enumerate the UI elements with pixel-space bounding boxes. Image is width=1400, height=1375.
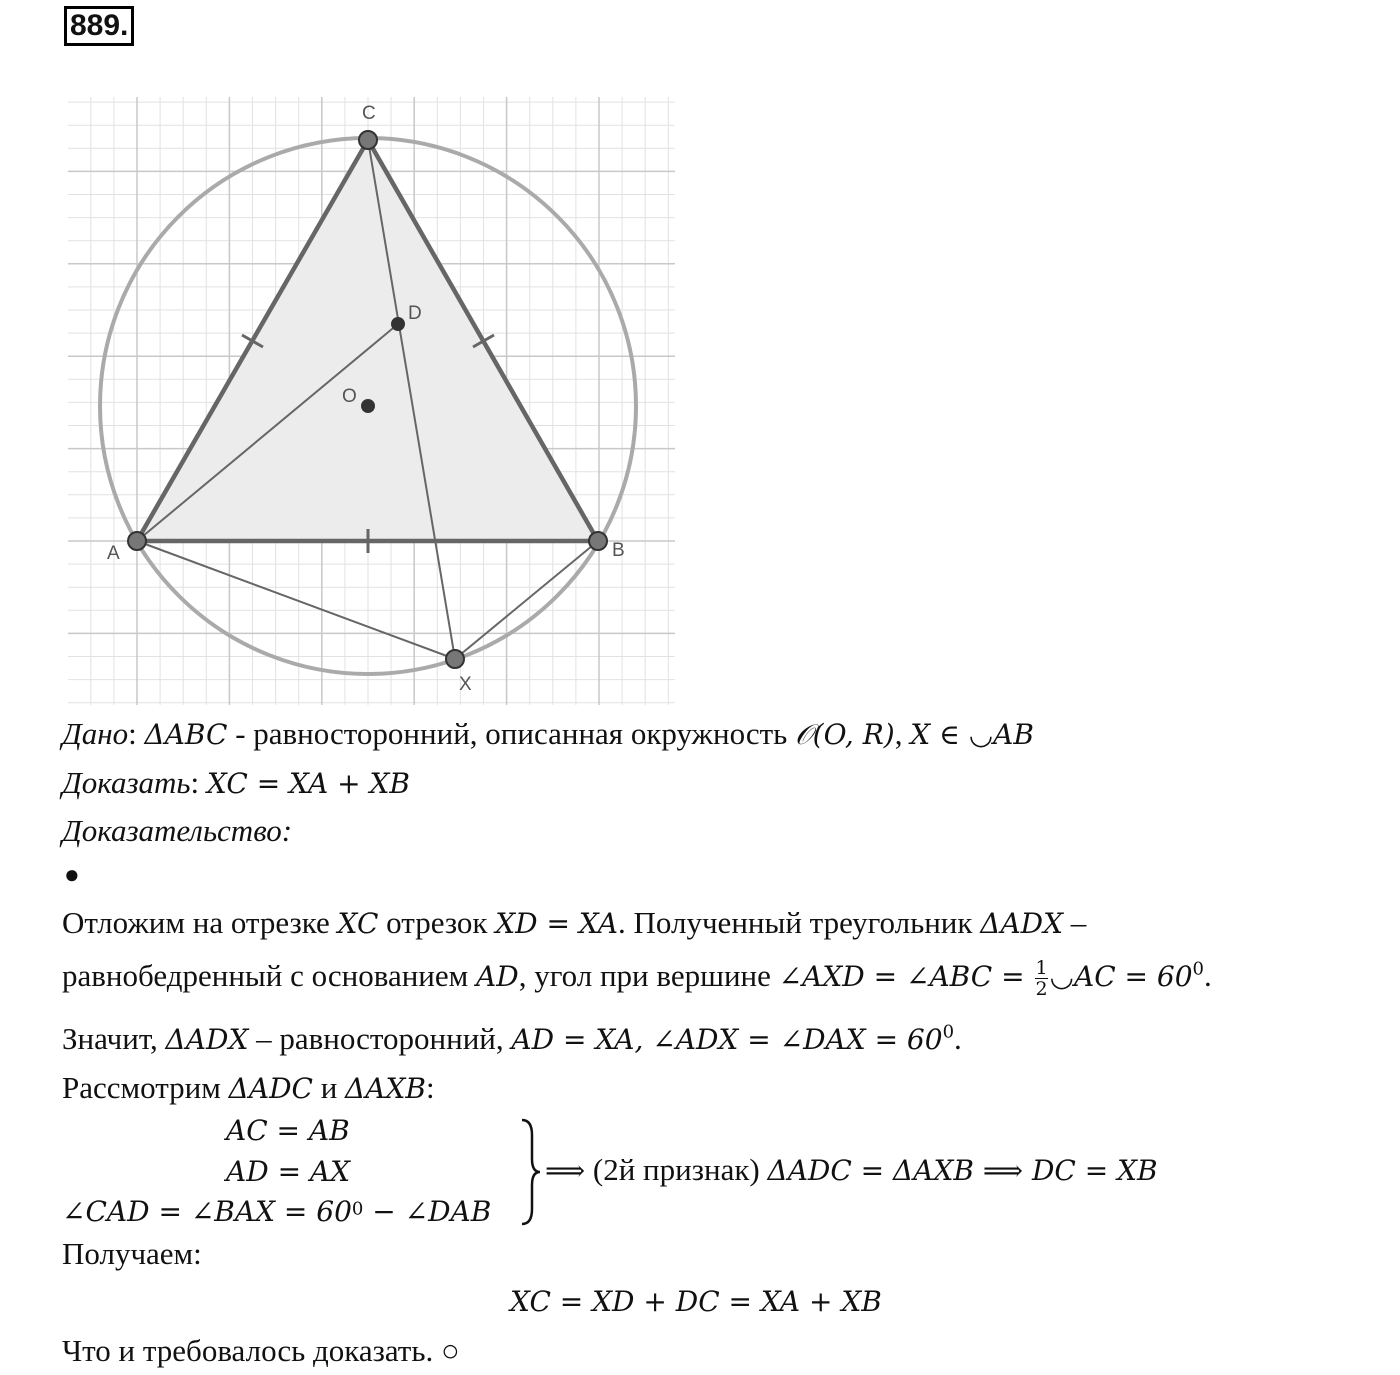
p3-math-2: AD = XA, ∠ADX = ∠DAX = 60: [511, 1023, 943, 1056]
proof-paragraph-4: [62, 1070, 435, 1106]
fraction-one-half: [1035, 958, 1047, 999]
eq3-degree: 0: [351, 1198, 364, 1220]
p2-math-2: ∠AXD = ∠ABC =: [778, 960, 1034, 993]
final-equation: XC = XD + DC = XA + XB: [510, 1285, 882, 1318]
p2-text-2: , угол при вершине: [518, 958, 779, 993]
p1-text-4: –: [1063, 905, 1087, 940]
p2-degree: 0: [1192, 958, 1204, 980]
eq3-right: − ∠DAB: [363, 1195, 492, 1228]
point-d: [391, 317, 405, 331]
geometry-figure: [0, 0, 700, 715]
eq3-left: ∠CAD = ∠BAX = 60: [62, 1195, 352, 1228]
implies-arrow-1: ⟹: [545, 1154, 586, 1187]
p4-text-2: и: [312, 1070, 346, 1105]
system-eq-3: [62, 1195, 491, 1228]
given-circle: 𝒪(O, R): [795, 718, 895, 751]
point-c: [359, 131, 377, 149]
conclusion: Что и требовалось доказать. ○: [62, 1333, 460, 1368]
point-b: [589, 532, 607, 550]
proof-paragraph-3: [62, 1021, 962, 1057]
p4-text-3: :: [426, 1070, 435, 1105]
bullet: ●: [64, 860, 80, 889]
system-eq-1: AC = AB: [226, 1114, 350, 1147]
system-result: ΔADC = ΔAXB: [767, 1154, 974, 1187]
p3-math-1: ΔADX: [165, 1023, 249, 1056]
p4-math-2: ΔAXB: [345, 1072, 426, 1105]
p2-text-3: .: [1203, 958, 1212, 993]
prove-label: Доказать: [62, 765, 191, 800]
p1-text-1: Отложим на отрезке: [62, 905, 338, 940]
proof-label: Доказательство:: [62, 813, 293, 848]
proof-heading: [62, 813, 292, 849]
system-result-2: DC = XB: [1031, 1154, 1158, 1187]
system-reason: (2й признак): [585, 1152, 768, 1187]
p1-text-2: отрезок: [378, 905, 496, 940]
label-d: D: [408, 303, 422, 324]
label-a: A: [107, 543, 120, 564]
p3-text-1: Значит,: [62, 1021, 166, 1056]
given-sep: ,: [894, 716, 911, 751]
label-b: B: [612, 540, 625, 561]
prove-statement: XC = XA + XB: [206, 767, 410, 800]
frac-den: 2: [1035, 978, 1048, 1001]
p1-text-3: . Полученный треугольник: [618, 905, 981, 940]
implies-arrow-2: ⟹: [974, 1154, 1032, 1187]
p3-text-2: – равносторонний,: [248, 1021, 512, 1056]
point-o: [361, 399, 375, 413]
p2-math-1: AD: [476, 960, 519, 993]
given-label: Дано: [62, 716, 129, 751]
problem-number: 889.: [64, 6, 134, 46]
proof-paragraph-2: [62, 958, 1212, 999]
p2-math-3: ◡AC = 60: [1049, 960, 1193, 993]
system-brace: [516, 1117, 542, 1227]
given-triangle: ΔABC: [144, 718, 228, 751]
given-line: Дано: ΔABC - равносторонний, описанная окружность 𝒪(O, R), X ∈ ◡AB: [62, 716, 1034, 751]
label-o: O: [342, 386, 357, 407]
system-conclusion: [545, 1152, 1158, 1188]
proof-paragraph-1: [62, 905, 1086, 941]
label-c: C: [362, 103, 376, 124]
p1-math-1: XC: [337, 907, 379, 940]
frac-num: 1: [1035, 957, 1048, 980]
point-x: [446, 650, 464, 668]
given-text: - равносторонний, описанная окружность: [227, 716, 796, 751]
p4-math-1: ΔADC: [228, 1072, 313, 1105]
segment-bx: [455, 541, 598, 659]
p3-degree: 0: [942, 1021, 955, 1043]
given-condition: X ∈ ◡AB: [910, 718, 1034, 751]
proof-paragraph-5: Получаем:: [62, 1236, 202, 1271]
p1-math-2: XD = XA: [495, 907, 619, 940]
point-a: [128, 532, 146, 550]
prove-line: Доказать: XC = XA + XB: [62, 765, 410, 800]
p3-text-3: .: [954, 1021, 962, 1056]
label-x: X: [459, 674, 472, 695]
p4-text-1: Рассмотрим: [62, 1070, 229, 1105]
p2-text-1: равнобедренный с основанием: [62, 958, 477, 993]
system-eq-2: AD = AX: [226, 1155, 351, 1188]
p1-math-3: ΔADX: [980, 907, 1064, 940]
